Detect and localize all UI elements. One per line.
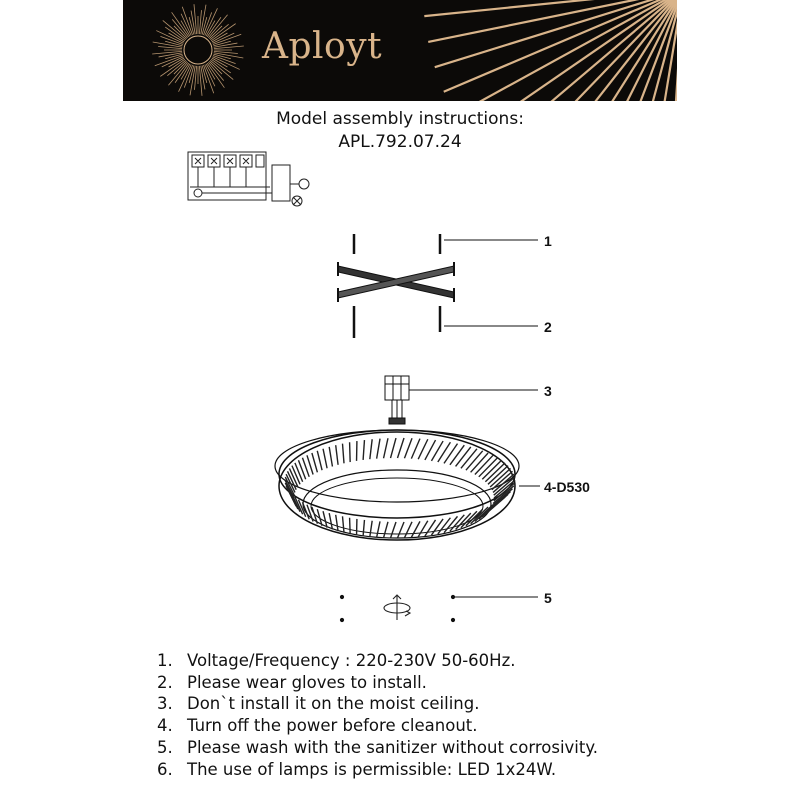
- note-item: 6. The use of lamps is permissible: LED 1x24W.: [157, 759, 557, 779]
- mounting-bracket: [338, 234, 538, 338]
- screws-and-rotate: [340, 595, 538, 621]
- callout-1: 1: [544, 233, 552, 249]
- note-item: 4. Turn off the power before cleanout.: [157, 716, 478, 736]
- note-item: 2. Please wear gloves to install.: [157, 672, 427, 692]
- wiring-diagram: [188, 152, 309, 206]
- note-item: 1. Voltage/Frequency : 220-230V 50-60Hz.: [157, 651, 516, 670]
- crystal-ring: [275, 430, 540, 540]
- callout-5: 5: [544, 590, 552, 606]
- note-item: 5. Please wash with the sanitizer without corrosivity.: [157, 737, 599, 757]
- notes-list: [157, 650, 598, 780]
- page-title: Model assembly instructions:: [276, 109, 524, 129]
- brand-name: Aployt: [262, 26, 383, 67]
- terminal-block: [385, 376, 538, 424]
- callout-4: 4-D530: [544, 479, 590, 495]
- rotate-icon: [384, 595, 410, 620]
- model-number: APL.792.07.24: [338, 132, 462, 152]
- callout-3: 3: [544, 383, 552, 399]
- callout-2: 2: [544, 319, 552, 335]
- note-item: 3. Don`t install it on the moist ceiling.: [157, 694, 480, 714]
